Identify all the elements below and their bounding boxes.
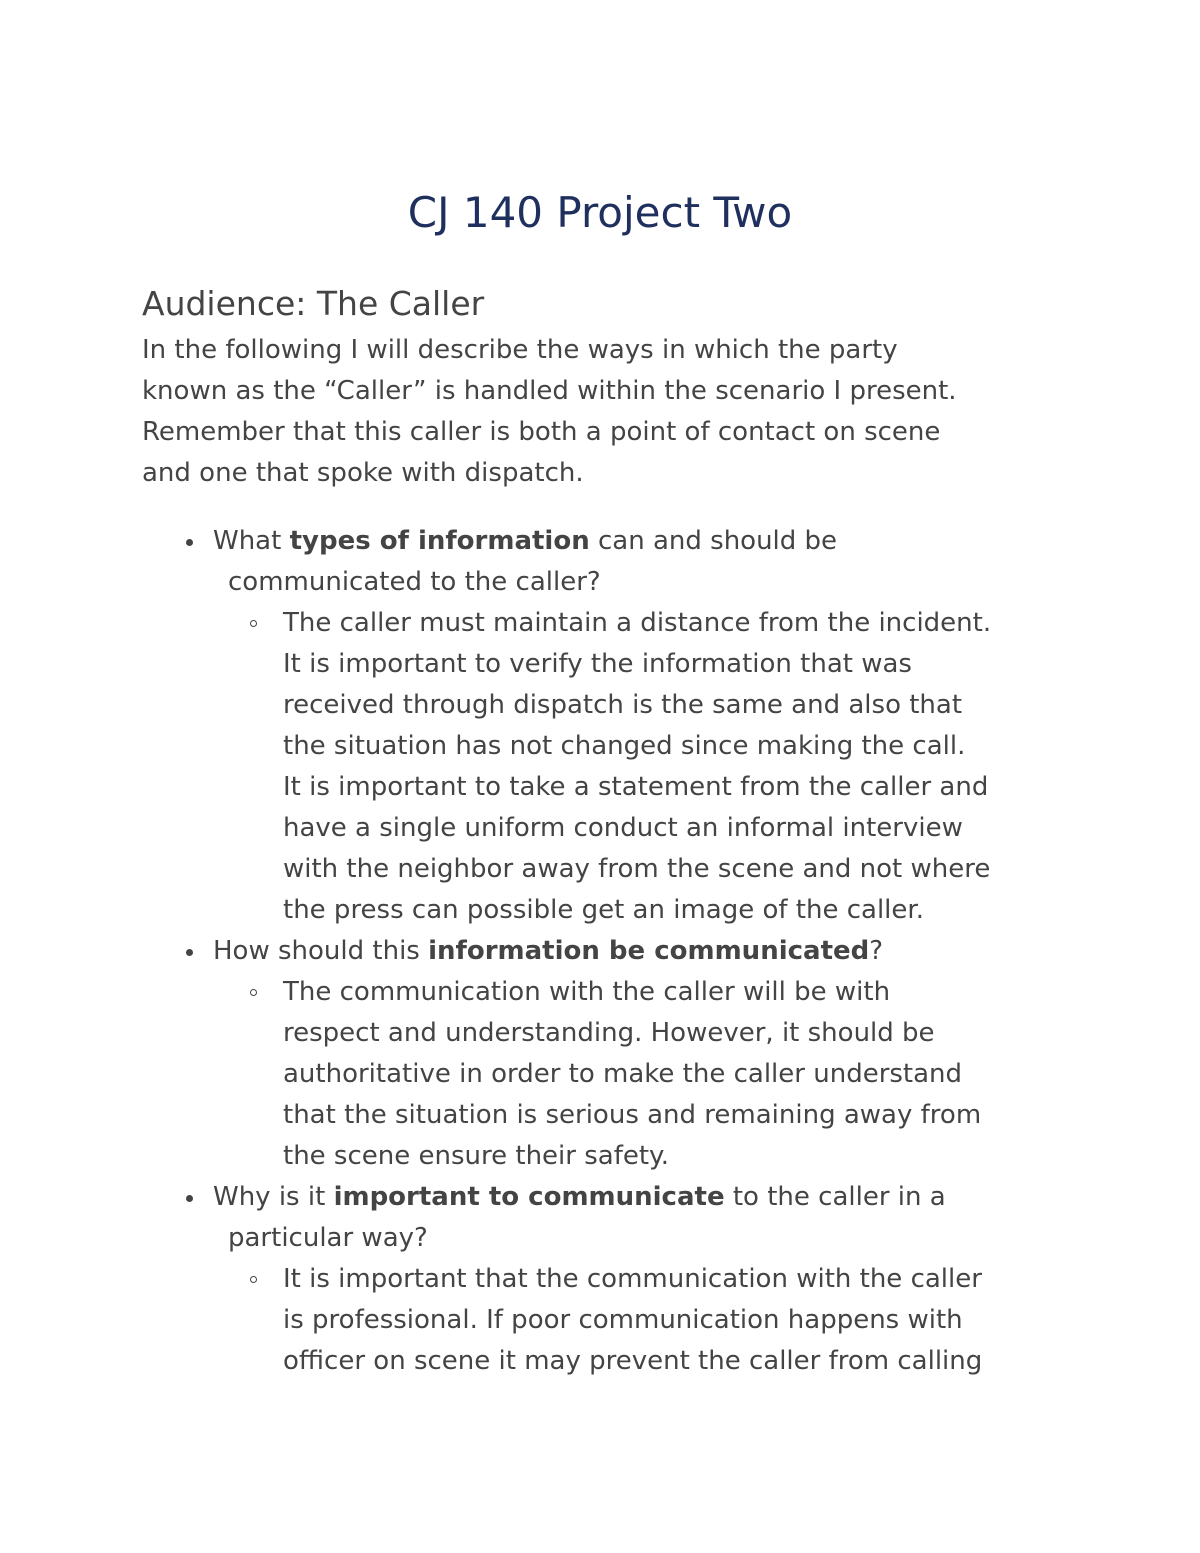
intro-line: and one that spoke with dispatch. [142, 458, 584, 488]
intro-line: Remember that this caller is both a point of contact on scene [142, 417, 941, 447]
question-text-part: to the caller in a [724, 1182, 946, 1212]
question-line [0, 1177, 1200, 1218]
answer-line: the scene ensure their safety. [283, 1141, 670, 1171]
answer-line: is professional. If poor communication happens with [283, 1305, 963, 1335]
intro-paragraph [142, 330, 1082, 494]
question-text-part: Why is it [213, 1182, 334, 1212]
answer-line: respect and understanding. However, it should be [283, 1018, 935, 1048]
question-text [0, 1177, 1200, 1259]
answer-line: with the neighbor away from the scene and not where [283, 854, 991, 884]
answer-line: the press can possible get an image of the caller. [283, 895, 924, 925]
answer-line: The caller must maintain a distance from the incident. [283, 608, 992, 638]
answer-line: authoritative in order to make the caller understand [283, 1059, 963, 1089]
answer-line: It is important that the communication with the caller [283, 1264, 982, 1294]
answer-line: The communication with the caller will be with [283, 977, 891, 1007]
answer-line: the situation has not changed since making the call. [283, 731, 966, 761]
question-emphasis: types of information [289, 526, 590, 556]
question-item [0, 931, 1200, 1177]
question-line: communicated to the caller? [228, 567, 601, 597]
answer-line: officer on scene it may prevent the caller from calling [283, 1346, 983, 1376]
answer-line: received through dispatch is the same and also that [283, 690, 963, 720]
question-text [0, 521, 1200, 603]
question-text-part: can and should be [589, 526, 838, 556]
answer-item [0, 1259, 1200, 1382]
intro-line: known as the “Caller” is handled within the scenario I present. [142, 376, 957, 406]
answer-line: have a single uniform conduct an informal interview [283, 813, 963, 843]
question-line [0, 931, 1200, 972]
question-text-part: ? [869, 936, 884, 966]
intro-line: In the following I will describe the ways in which the party [142, 335, 898, 365]
answer-item [0, 972, 1200, 1177]
answer-item [0, 603, 1200, 931]
question-list [0, 521, 1200, 1382]
answer-line: It is important to verify the information that was [283, 649, 912, 679]
question-text [0, 931, 1200, 972]
question-line [0, 521, 1200, 562]
circle-bullet-icon [250, 1276, 257, 1283]
question-line: particular way? [228, 1223, 428, 1253]
circle-bullet-icon [250, 989, 257, 996]
answer-line: that the situation is serious and remaining away from [283, 1100, 982, 1130]
question-text-part: How should this [213, 936, 429, 966]
question-text-part: What [213, 526, 290, 556]
answer-line: It is important to take a statement from the caller and [283, 772, 989, 802]
question-emphasis: information be communicated [428, 936, 870, 966]
section-heading: Audience: The Caller [142, 284, 485, 323]
question-item [0, 1177, 1200, 1382]
circle-bullet-icon [250, 620, 257, 627]
document-title: CJ 140 Project Two [407, 188, 793, 237]
question-item [0, 521, 1200, 931]
question-emphasis: important to communicate [333, 1182, 725, 1212]
